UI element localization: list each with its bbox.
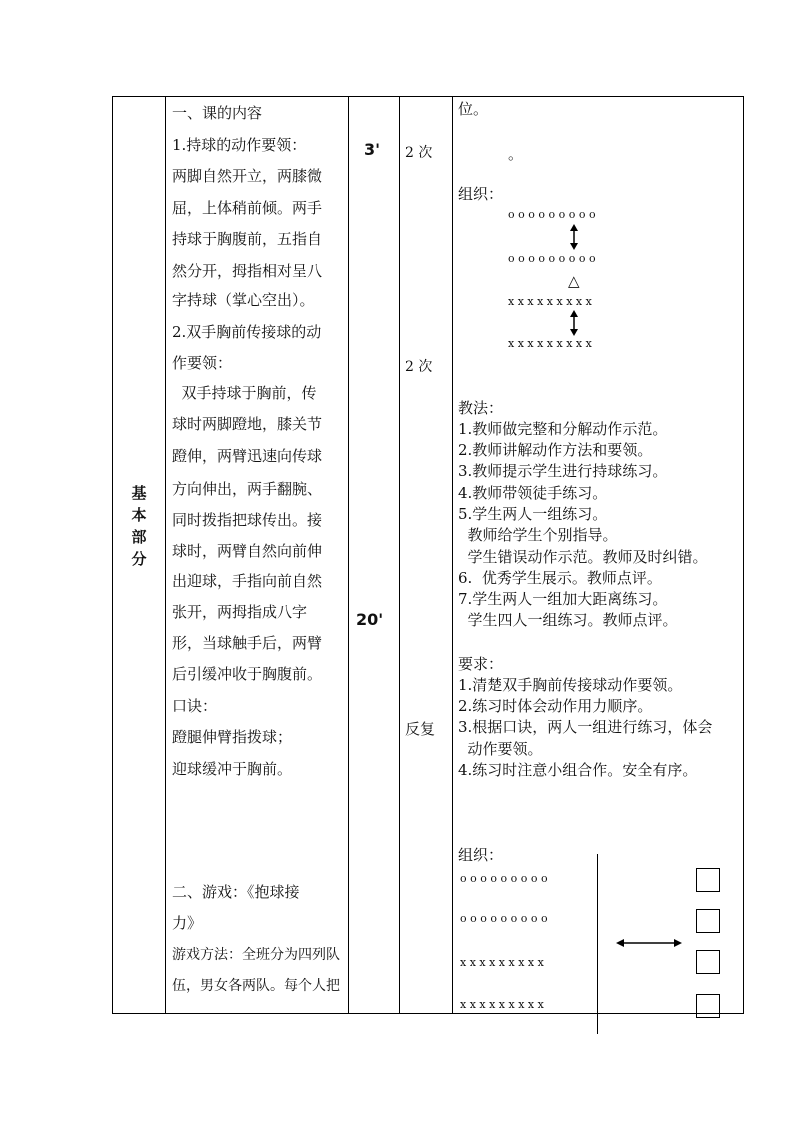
game-line: 游戏方法：全班分为四列队: [172, 947, 340, 963]
section-label-char: 分: [131, 550, 147, 568]
reps-value: 反复: [405, 720, 436, 738]
method-item: 4.教师带领徒手练习。: [458, 484, 608, 502]
table-left-border: [112, 96, 113, 1014]
section-label: [128, 482, 150, 570]
pos-text: 位。: [458, 100, 489, 118]
teacher-triangle-icon: △: [568, 272, 580, 290]
content-line: 迎球缓冲于胸前。: [172, 760, 293, 778]
dot-mark: 。: [508, 145, 524, 163]
content-line: 出迎球，手指向前自然: [172, 572, 323, 590]
method-item: 学生错误动作示范。教师及时纠错。: [458, 548, 708, 566]
relay-target-box: [696, 909, 720, 933]
formation-row-x: x x x x x x x x x: [508, 295, 592, 308]
double-arrow-vertical-icon: [568, 224, 580, 250]
reps-value: 2 次: [405, 359, 433, 375]
content-line: 然分开，拇指相对呈八: [172, 262, 323, 280]
content-heading: 一、课的内容: [172, 104, 263, 122]
method-item: 学生四人一组练习。教师点评。: [458, 611, 678, 629]
col-divider-3: [399, 96, 400, 1014]
method-item: 3.教师提示学生进行持球练习。: [458, 462, 668, 480]
formation-row-o: o o o o o o o o o: [508, 252, 596, 265]
relay-target-box: [696, 950, 720, 974]
relay-target-box: [696, 994, 720, 1018]
content-line: 球时两脚蹬地，膝关节: [172, 415, 323, 433]
content-line: 双手持球于胸前，传: [172, 384, 317, 402]
relay-row-x: x x x x x x x x x: [460, 998, 544, 1011]
game-line: 力》: [172, 914, 203, 932]
formation-row-o: o o o o o o o o o: [508, 208, 596, 221]
time-value: 20': [356, 610, 384, 629]
game-line: 伍，男女各两队。每个人把: [172, 978, 340, 994]
organization-label-2: 组织：: [458, 846, 504, 864]
section-label-char: 部: [131, 528, 147, 546]
content-line: 口诀：: [172, 697, 218, 715]
content-line: 屈，上体稍前倾。两手: [172, 199, 323, 217]
method-item: 教师给学生个别指导。: [458, 526, 618, 544]
col-divider-2: [348, 96, 349, 1014]
section-label-char: 基: [131, 484, 147, 502]
content-line: 球时，两臂自然向前伸: [172, 542, 323, 560]
content-line: 方向伸出，两手翻腕、: [172, 480, 323, 498]
table-top-border: [112, 96, 744, 97]
method-title: 教法：: [458, 399, 504, 417]
relay-row-o: o o o o o o o o o: [460, 912, 548, 925]
start-line: [597, 854, 598, 1034]
relay-row-x: x x x x x x x x x: [460, 956, 544, 969]
content-line: 同时拨指把球传出。接: [172, 511, 323, 529]
game-heading: 二、游戏：《抱球接: [172, 883, 300, 901]
time-value: 3': [364, 140, 381, 159]
table-bottom-border: [112, 1013, 744, 1014]
content-line: 张开，两拇指成八字: [172, 603, 308, 621]
method-item: 6. 优秀学生展示。教师点评。: [458, 569, 662, 587]
requirement-title: 要求：: [458, 655, 504, 673]
section-label-char: 本: [131, 506, 147, 524]
requirement-item: 4.练习时注意小组合作。安全有序。: [458, 761, 698, 779]
content-line: 持球于胸腹前，五指自: [172, 230, 323, 248]
organization-label: 组织：: [458, 185, 504, 203]
double-arrow-horizontal-icon: [616, 937, 682, 949]
content-line: 后引缓冲收于胸腹前。: [172, 665, 323, 683]
content-line: 1.持球的动作要领：: [172, 136, 307, 154]
formation-row-x: x x x x x x x x x: [508, 337, 592, 350]
content-line: 字持球（掌心空出）。: [172, 291, 315, 309]
method-item: 7.学生两人一组加大距离练习。: [458, 590, 668, 608]
method-item: 5.学生两人一组练习。: [458, 505, 608, 523]
col-divider-1: [165, 96, 166, 1014]
requirement-item: 3.根据口诀，两人一组进行练习，体会: [458, 718, 713, 736]
requirement-item: 1.清楚双手胸前传接球动作要领。: [458, 676, 683, 694]
content-line: 蹬伸，两臂迅速向传球: [172, 447, 323, 465]
requirement-item: 2.练习时体会动作用力顺序。: [458, 697, 653, 715]
content-line: 2.双手胸前传接球的动: [172, 323, 322, 341]
requirement-item: 动作要领。: [458, 740, 543, 758]
reps-value: 2 次: [405, 145, 433, 161]
col-divider-4: [452, 96, 453, 1014]
content-line: 形，当球触手后，两臂: [172, 634, 323, 652]
relay-row-o: o o o o o o o o o: [460, 872, 548, 885]
content-line: 两脚自然开立，两膝微: [172, 167, 323, 185]
content-line: 蹬腿伸臂指拨球；: [172, 728, 293, 746]
double-arrow-vertical-icon: [568, 310, 580, 336]
method-item: 1.教师做完整和分解动作示范。: [458, 420, 668, 438]
relay-target-box: [696, 868, 720, 892]
table-right-border: [743, 96, 744, 1014]
content-line: 作要领：: [172, 354, 233, 372]
method-item: 2.教师讲解动作方法和要领。: [458, 441, 653, 459]
